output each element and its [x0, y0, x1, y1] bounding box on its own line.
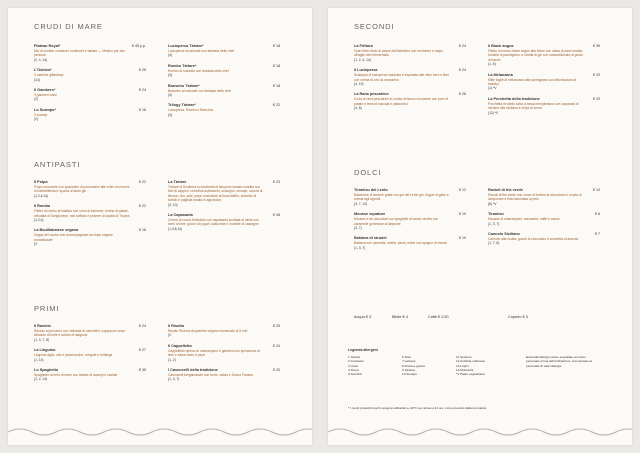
dish-description: Linguina aglio, olio e peperoncino, vongole e bottarga: [34, 353, 113, 358]
decorative-wave: [8, 424, 312, 438]
dish-allergens: (3, 7): [354, 226, 362, 231]
price-bibite: Bibite € 4: [392, 315, 408, 319]
dish-allergens: (4): [168, 112, 173, 117]
dish-description: Mousse a tre cioccolati con spaghetti di cacao servita con caramelle gommose al lampone: [354, 217, 439, 226]
dish-allergens: (2, 4, 14): [34, 57, 48, 62]
menu-item: [168, 44, 280, 58]
dish-allergens: (4, 8): [354, 106, 362, 111]
dish-description: Mousse di mascarpone, savoiardo, caffè e cacao: [488, 217, 560, 222]
menu-item: [354, 44, 466, 62]
menu-item: [354, 188, 466, 206]
menu-item: [34, 180, 146, 198]
menu-item: [354, 92, 466, 110]
dish-allergens: (3, 10): [168, 202, 178, 207]
crudi-col1: [34, 44, 146, 128]
menu-item: [354, 68, 466, 86]
dish-allergens: (1, 3, 7): [168, 377, 180, 382]
dish-description: Porchetta di vitello cotta a bassa temperatura con caponata di verdure alla siciliana e chips di verza: [488, 101, 579, 111]
dish-allergens: (1, 3, 7): [354, 245, 366, 250]
legend-entry: 9 Sedano: [402, 367, 416, 372]
menu-item: [34, 68, 146, 82]
legend-entry: 5 Arachidi: [348, 372, 362, 377]
footnote: * I nostri prodotti freschi vengono abbattuti a -20°C per almeno 24 ore, come previsto dalla normativa: [348, 406, 487, 410]
legend-entry: 6 Soia: [402, 355, 411, 359]
menu-item: [488, 188, 600, 206]
legend-title: Legenda allergeni: [348, 348, 378, 352]
dish-name: La Bouillabaisse vegana: [34, 228, 79, 233]
menu-item: [168, 213, 280, 231]
dish-allergens: (V: [34, 242, 38, 247]
dish-description: Spaghetto al nero di mare con tartare di scampi e caviale: [34, 373, 118, 378]
dish-description: Raviolo al pecorino con vellutata di cannellini, cappuccio rosso all'aceto di mele e tartufo di stagione: [34, 329, 126, 338]
dish-name: Branzino Tàrtare*: [168, 83, 200, 88]
dish-name: Il Lucioperca: [354, 68, 378, 73]
dish-allergens: (1) *V: [488, 86, 497, 91]
dish-price: € 18: [139, 107, 146, 112]
menu-item: [34, 324, 146, 342]
dish-allergens: (1,3,8,14): [168, 226, 183, 231]
dish-price: € 22: [139, 204, 146, 209]
dish-allergens: (1,2,4): [34, 218, 44, 223]
dish-name: Lo Scampo*: [34, 107, 56, 112]
menu-page-left: [8, 8, 312, 445]
dish-description: Scaloppa di lucioperca marinata e impanata alle olive nere e lime con crema di ceci al rosmarino: [354, 73, 450, 82]
menu-item: [488, 73, 600, 91]
antipasti-col1: [34, 180, 146, 253]
dish-name: Il Raviolo: [34, 324, 51, 328]
dish-description: Mille foglie di melanzana alla parmigiana con affumicatura di basilico: [488, 77, 577, 87]
dish-allergens: (4): [168, 73, 173, 78]
menu-item: [168, 64, 280, 78]
menu-item: [488, 212, 600, 226]
dish-description: 3 scampi: [34, 112, 48, 117]
dish-allergens: (1, 2, 4, 14): [354, 57, 371, 62]
primi-col2: [168, 324, 280, 388]
crudi-col2: [168, 44, 280, 123]
dish-name: Baklava di strudel: [354, 236, 387, 241]
dish-allergens: (14): [34, 77, 40, 82]
legend-entry: 11 Sesamo: [456, 355, 472, 359]
dish-allergens: (4, 10): [354, 82, 364, 87]
section-title-primi: PRIMI: [34, 304, 60, 313]
dish-allergens: (4): [168, 53, 173, 58]
menu-item: [34, 228, 146, 246]
price-coperto: Coperto € 3: [508, 315, 528, 319]
legend-entry: 3 Uova: [348, 363, 358, 368]
dish-description: Baklava con cannella, uvetta, pinoli, miele con spagno di menta: [354, 241, 447, 246]
dish-description: Coda di rana pescatrice in crosta di bacon croccante con pure di patate e terra di baccalà e pistacchio: [354, 97, 449, 106]
legend-entry: 4 Pesce: [348, 367, 360, 372]
dish-name: I Casoncelli della tradizione: [168, 368, 218, 373]
legend-entry: 8 Frutta a guscio: [402, 363, 426, 368]
dish-name: La Porchetta della tradizione: [488, 96, 540, 101]
dish-description: Rombo al naturale con fantasia dello chef: [168, 68, 229, 73]
dish-name: La Tàrtare: [168, 180, 187, 184]
dish-name: Lo Spaghetto: [34, 368, 59, 373]
dish-name: Il Rombo: [34, 204, 51, 209]
section-title-secondi: SECONDI: [354, 22, 395, 31]
dish-price: € 45 p.p.: [132, 44, 146, 48]
dish-price: € 18: [273, 44, 280, 48]
legend-entry: 12 Anidride solforosa: [456, 359, 485, 364]
dish-allergens: (1,2,4,14): [34, 193, 49, 198]
price-caffe: Caffè € 2,50: [428, 315, 449, 319]
dish-description: Polpo croccante con guazzetto di pomodorini alle erbe con mochi di barbabietola e spuma di lardo gin: [34, 185, 130, 194]
dish-price: € 20: [593, 72, 600, 77]
dish-price: € 25: [139, 68, 146, 73]
menu-item: [168, 344, 280, 362]
menu-item: [34, 108, 146, 122]
dish-price: € 20: [273, 368, 280, 373]
dish-description: Filetto di rombo al basilico con uova di salmone, tortino di patate, vellutata di Sangiovese, ravi soffiato e polvere di cipolla di Tropea: [34, 209, 130, 218]
dish-price: € 25: [273, 324, 280, 328]
dish-price: € 8: [595, 212, 600, 217]
dish-allergens: (1, 3, 7, 8): [34, 337, 50, 342]
dish-allergens: (2): [34, 117, 39, 122]
menu-item: [34, 44, 146, 62]
menu-item: [168, 103, 280, 117]
dish-allergens: (1, 2, 14): [34, 377, 48, 382]
dish-allergens: (1, 3, 7): [488, 221, 500, 226]
dish-allergens: (1, 2): [168, 357, 176, 362]
dish-description: Lucioperca, Rombo e Branzino: [168, 108, 214, 113]
dish-description: Zuppa del nostro orto accompagnata da chips vegane aromatizzate: [34, 233, 113, 242]
dish-description: Lucioperca al naturale con fantasia dello chef: [168, 49, 235, 53]
dish-price: € 28: [459, 92, 466, 97]
menu-item: [488, 232, 600, 246]
legend-col2: [402, 355, 442, 376]
dish-price: € 7: [595, 232, 600, 237]
legend-col3: [456, 355, 512, 376]
menu-item: [168, 368, 280, 382]
dish-description: Casoncelli bergamaschi con burro, salvia e Grana Padano: [168, 373, 254, 378]
menu-item: [168, 180, 280, 207]
dish-name: Mousse equatore: [354, 212, 386, 217]
antipasti-col2: [168, 180, 280, 237]
dish-price: € 24: [273, 343, 280, 348]
dish-name: Il Risotto: [168, 324, 185, 328]
legend-entry: 10 Senape: [402, 372, 417, 377]
section-title-dolci: DOLCI: [354, 168, 382, 177]
dish-allergens: (1, 6): [488, 62, 496, 67]
dish-price: € 10: [459, 212, 466, 217]
dish-name: Trilogy Tàrtare*: [168, 103, 196, 108]
dish-price: € 20: [593, 96, 600, 101]
dish-description: Risotto Riserva Acquerello vegano mantecato al 5 erbi: [168, 329, 248, 333]
dish-price: € 10: [459, 236, 466, 241]
legend-entry: 13 Lupini: [456, 363, 469, 368]
menu-item: [168, 84, 280, 98]
dolci-col1: [354, 188, 466, 256]
dish-price: € 24: [459, 68, 466, 73]
dish-description: Cannolo alla ricotta, gocce di cioccolato e scorzetta di arancia: [488, 237, 579, 242]
dish-allergens: (2): [34, 97, 39, 102]
menu-item: [354, 236, 466, 250]
legend-entry: 1 Glutine: [348, 355, 361, 359]
section-title-antipasti: ANTIPASTI: [34, 160, 81, 169]
dish-price: € 28: [273, 213, 280, 218]
dish-allergens: (1, 7, 8): [488, 241, 500, 246]
dolci-col2: [488, 188, 600, 252]
dish-price: € 23: [273, 180, 280, 184]
menu-page-right: [328, 8, 632, 445]
dish-name: Il Cappelletto: [168, 343, 192, 348]
dish-price: € 12: [459, 188, 466, 192]
dish-name: Tiramisu del Lento: [354, 188, 388, 192]
dish-name: Ravioli di the verde: [488, 188, 523, 192]
menu-item: [34, 204, 146, 222]
legend-entry: 7 Lattosio: [402, 359, 416, 364]
dish-price: € 18: [273, 83, 280, 88]
dish-description: Balcerese di lamone grata con gel del Lento gin, lingue di gatto e crema agli agrumi: [354, 193, 449, 202]
dish-allergens: (V: [168, 333, 172, 338]
legend-entry: 2 Crostacei: [348, 359, 364, 364]
dish-price: € 22: [139, 180, 146, 184]
legend-col1: [348, 355, 388, 376]
menu-item: [168, 324, 280, 338]
legend-entry: 14 Molluschi: [456, 367, 474, 372]
dish-name: Il Black angus: [488, 44, 514, 48]
secondi-col1: [354, 44, 466, 117]
dish-name: La Rana pescatrice: [354, 92, 389, 97]
dish-price: € 24: [139, 88, 146, 93]
dish-description: 3 ostriche gillardeau: [34, 73, 64, 78]
dish-description: 3 gamberi rossi: [34, 93, 57, 98]
dish-allergens: (3, 7, 12): [354, 201, 368, 206]
menu-item: [354, 212, 466, 230]
price-acqua: Acqua € 3: [354, 315, 372, 319]
menu-item: [488, 44, 600, 67]
dish-name: Rombo Tàrtare*: [168, 63, 197, 68]
dish-price: € 35: [139, 368, 146, 373]
dish-price: € 24: [459, 44, 466, 48]
dish-description: Filetto di manzo black angus alla brace con salsa di pane tostato, fonduta di parmigiano, e rotella di gin con caramellizzato al gusto di bacon: [488, 49, 584, 62]
dish-price: € 10: [593, 188, 600, 192]
menu-item: [34, 368, 146, 382]
dish-name: Il Gambero*: [34, 88, 56, 93]
legend-entry: *V Piatto vegetariano: [456, 372, 486, 377]
dish-allergens: (12) *V: [488, 110, 499, 115]
dish-description: Ravioli di the verde con curve di budino al cioccolato in crosta di lamponare e frita marcinata al pelo: [488, 193, 582, 202]
dish-description: Tàrtare di Scottona su bicchetta di lampone tostato condita con fiori di capperi, centolina sottoaceto, scalogno, senape, scorza di limone, olio, sale, pepe, maionese al finocchietto, sorbetto al tartufo e pagliola tosata in agrodolce: [168, 185, 263, 203]
dish-price: € 39: [593, 44, 600, 48]
dish-name: La Frittura: [354, 44, 373, 48]
decorative-wave: [328, 424, 632, 438]
dish-allergens: (8) *V: [488, 201, 497, 206]
menu-item: [488, 97, 600, 115]
dish-description: Crema di zucca Hokkaido con capasanta scottata al miele con semi di lime, gocce di yogurt, salicornia e crumble di castagne: [168, 218, 259, 227]
allergen-legend: [348, 348, 612, 376]
dish-description: Mix di crudità: crostacei, molluschi e tartare — Minimo per due persone: [34, 49, 126, 58]
dish-name: L'Ostrica*: [34, 68, 52, 73]
dish-name: Il Polpo: [34, 180, 48, 184]
legend-note: Eventuali allergie vanno segnalate al nostro personale prima dell'ordinazione. Comunicate al personale di sala l'allergie: [526, 355, 592, 368]
section-title-crudi: CRUDI DI MARE: [34, 22, 103, 31]
dish-name: La Capasanta: [168, 213, 193, 218]
dish-name: Tiramisù: [488, 212, 504, 217]
dish-allergens: (4): [168, 93, 173, 98]
menu-item: [34, 88, 146, 102]
dish-name: Cannolo Siciliano: [488, 232, 520, 237]
dish-name: Lucioperca Tàrtare*: [168, 44, 204, 48]
dish-price: € 22: [273, 103, 280, 108]
dish-description: Branzino al naturale con fantasia dello chef: [168, 88, 232, 93]
menu-item: [34, 348, 146, 362]
dish-price: € 18: [273, 63, 280, 68]
dish-description: Cappelletto ripieno di mascarpone e gamberi con spinacione al lime e salsa cacio e pepe: [168, 348, 261, 358]
secondi-col2: [488, 44, 600, 121]
dish-price: € 18: [139, 228, 146, 233]
primi-col1: [34, 324, 146, 388]
dish-name: Plateau Royal*: [34, 44, 61, 48]
dish-price: € 24: [139, 324, 146, 328]
dish-name: La Melanzana: [488, 72, 513, 77]
dish-name: La Linguina: [34, 348, 56, 353]
dish-description: Gran fritto misto di pesce dell'Adriatico con verdurine e mayo all'aglio nero fermentato: [354, 49, 443, 58]
dish-price: € 27: [139, 348, 146, 353]
dish-allergens: (1, 14): [34, 357, 44, 362]
